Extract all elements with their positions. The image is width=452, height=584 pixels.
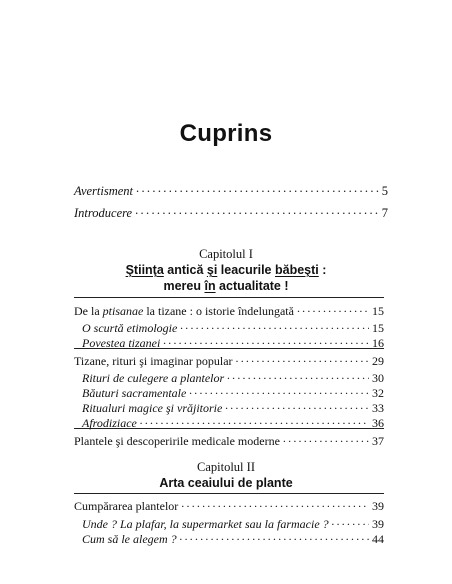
- toc-entry-avertisment: [74, 181, 388, 198]
- dot-leader: [136, 181, 379, 195]
- toc-entry-page: 33: [372, 401, 384, 415]
- toc-entry-page: 30: [372, 371, 384, 385]
- toc-entry-label: De la ptisanae la tizane : o istorie îndelungată: [74, 304, 294, 318]
- toc-entry-introducere: [74, 203, 388, 220]
- dot-leader: [180, 529, 369, 543]
- chapter-1-heading: Capitolul I: [199, 247, 253, 261]
- toc-entry-label: Rituri de culegere a plantelor: [82, 371, 225, 385]
- toc-entry-page: 44: [372, 532, 384, 546]
- dot-leader: [297, 301, 369, 315]
- toc-entry-page: 16: [372, 336, 384, 350]
- toc-entry-label: Unde ? La plafar, la supermarket sau la farmacie ?: [82, 517, 329, 531]
- dot-leader: [181, 496, 369, 510]
- dot-leader: [283, 431, 369, 445]
- dot-leader: [163, 333, 369, 347]
- title-word: mereu: [163, 279, 205, 293]
- toc-entry-cumpararea: [74, 496, 384, 513]
- title-word: antică: [163, 263, 207, 277]
- title-word: şi: [206, 263, 218, 277]
- dot-leader: [332, 514, 369, 528]
- title-word: în: [204, 279, 216, 293]
- divider: [74, 493, 384, 494]
- chapter-2-heading: Capitolul II: [197, 460, 255, 474]
- toc-entry-page: 32: [372, 386, 384, 400]
- toc-entry-page: 5: [381, 184, 388, 198]
- toc-entry-tizane: [74, 351, 384, 368]
- toc-entry-page: 15: [372, 321, 384, 335]
- toc-entry-label: Băuturi sacramentale: [82, 386, 187, 400]
- toc-entry-page: 15: [372, 304, 384, 318]
- toc-subentry: [82, 529, 384, 546]
- toc-entry-label: Afrodiziace: [82, 416, 137, 430]
- dot-leader: [189, 383, 369, 397]
- toc-entry-label: Cum să le alegem ?: [82, 532, 177, 546]
- toc-entry-label: Plantele şi descoperirile medicale moderne: [74, 434, 280, 448]
- dot-leader: [135, 203, 379, 217]
- chapter-1-title-line-1: [0, 263, 452, 278]
- title-word: leacurile: [217, 263, 275, 277]
- toc-entry-page: 36: [372, 416, 384, 430]
- title-word: actualitate !: [215, 279, 289, 293]
- toc-entry-page: 37: [372, 434, 384, 448]
- toc-entry-label: Tizane, rituri şi imaginar popular: [74, 354, 233, 368]
- chapter-2-title: Arta ceaiului de plante: [159, 476, 293, 490]
- toc-entry-plantele: [74, 431, 384, 448]
- toc-entry-label: Povestea tizanei: [82, 336, 161, 350]
- title-word: băbeşti: [275, 263, 319, 277]
- toc-entry-page: 29: [372, 354, 384, 368]
- title-word: :: [318, 263, 327, 277]
- title-word: Ştiinţa: [125, 263, 164, 277]
- toc-entry-label: Ritualuri magice şi vrăjitorie: [82, 401, 223, 415]
- dot-leader: [227, 368, 369, 382]
- toc-entry-page: 39: [372, 517, 384, 531]
- toc-entry-label: Introducere: [74, 206, 133, 220]
- toc-entry-ptisanae: [74, 301, 384, 318]
- dot-leader: [140, 413, 369, 427]
- dot-leader: [180, 318, 369, 332]
- chapter-1-title-line-2: [0, 279, 452, 294]
- dot-leader: [236, 351, 369, 365]
- toc-entry-label: Cumpărarea plantelor: [74, 499, 179, 513]
- page-title: Cuprins: [179, 120, 273, 147]
- dot-leader: [225, 398, 369, 412]
- toc-entry-page: 39: [372, 499, 384, 513]
- divider: [74, 348, 384, 349]
- toc-entry-label: Avertisment: [74, 184, 134, 198]
- divider: [74, 428, 384, 429]
- toc-entry-page: 7: [381, 206, 388, 220]
- toc-entry-label: O scurtă etimologie: [82, 321, 178, 335]
- divider: [74, 297, 384, 298]
